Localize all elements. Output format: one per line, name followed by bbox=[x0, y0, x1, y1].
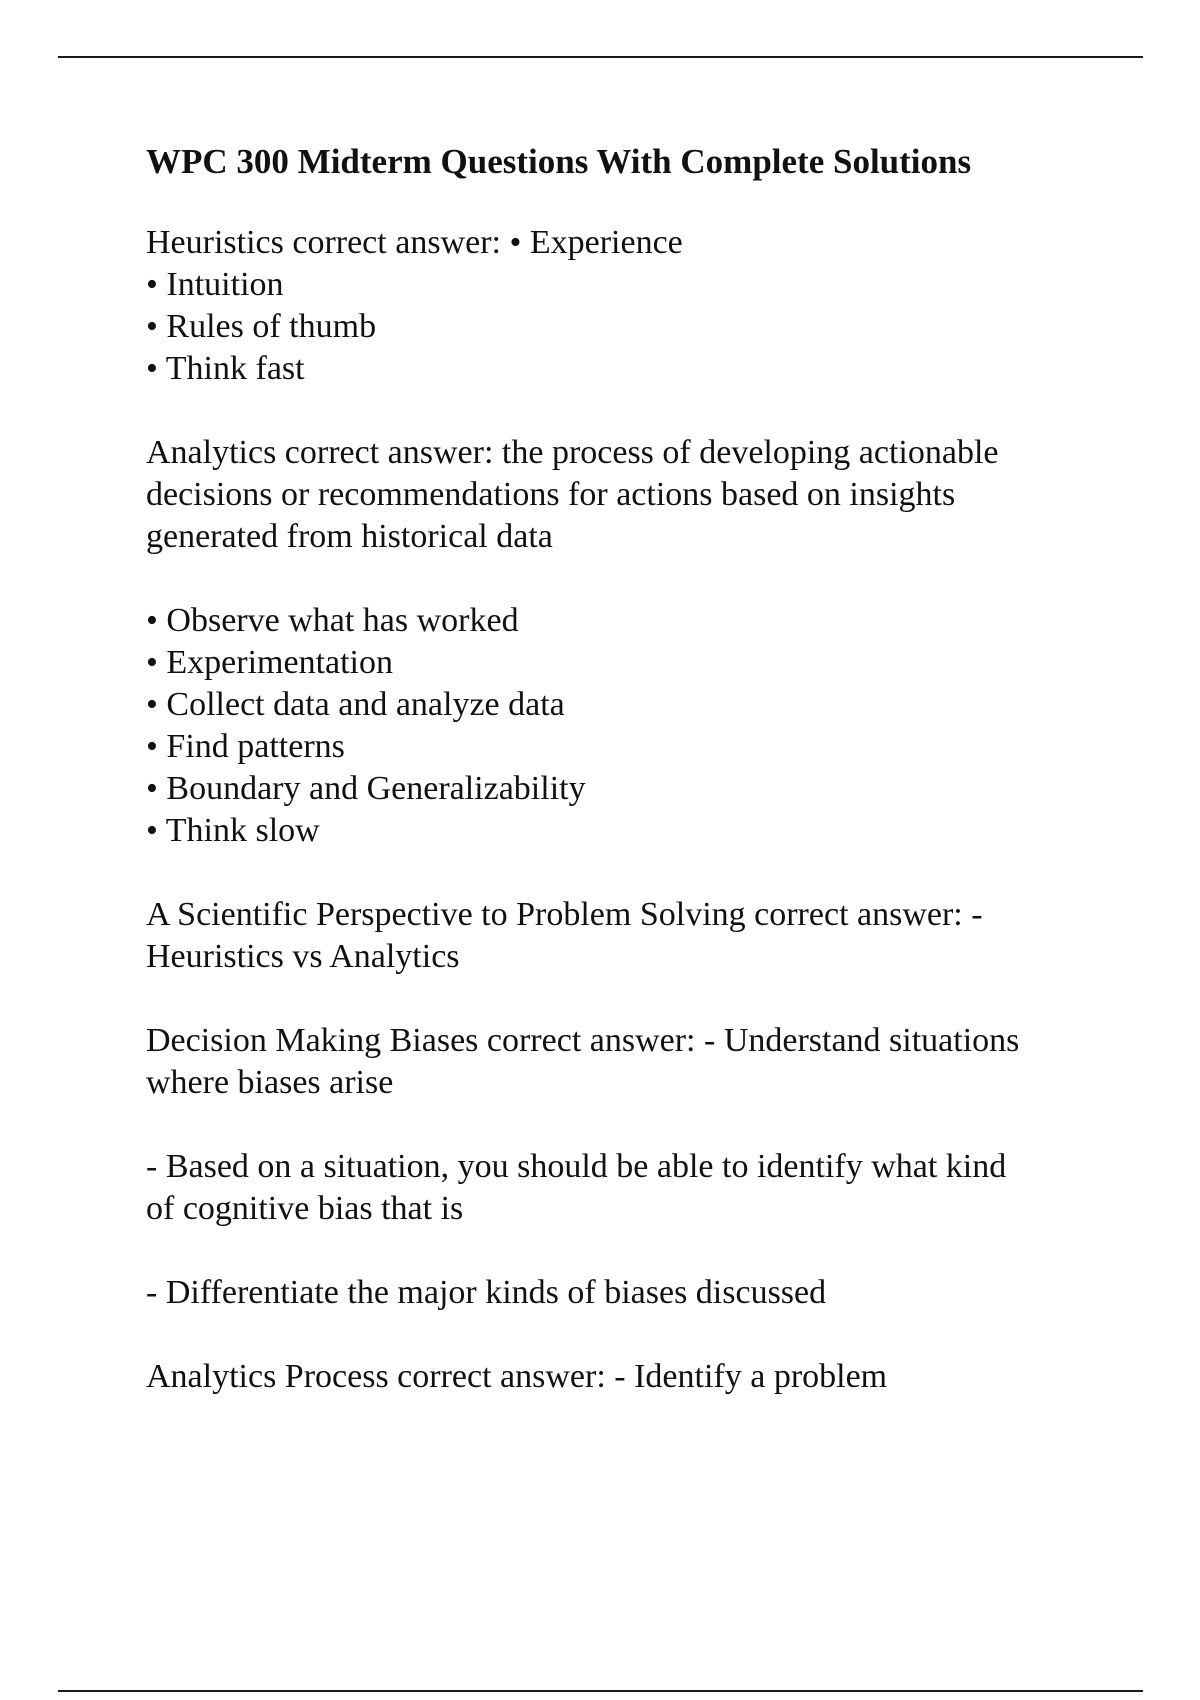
text-line: • Boundary and Generalizability bbox=[146, 770, 586, 807]
text-line: • Collect data and analyze data bbox=[146, 686, 565, 723]
paragraph-gap bbox=[146, 978, 1106, 1020]
text-line: • Intuition bbox=[146, 266, 284, 303]
bottom-divider bbox=[58, 1690, 1143, 1692]
text-line: Heuristics vs Analytics bbox=[146, 938, 460, 975]
text-line: • Find patterns bbox=[146, 728, 345, 765]
text-line: - Based on a situation, you should be able to identify what kind bbox=[146, 1148, 1007, 1185]
text-line: • Observe what has worked bbox=[146, 602, 519, 639]
paragraph-gap bbox=[146, 558, 1106, 600]
text-line: Analytics Process correct answer: - Identify a problem bbox=[146, 1358, 888, 1395]
text-line: generated from historical data bbox=[146, 518, 553, 555]
text-line: where biases arise bbox=[146, 1064, 394, 1101]
document-body bbox=[146, 140, 1106, 1398]
text-line: • Think slow bbox=[146, 812, 320, 849]
text-line: A Scientific Perspective to Problem Solving correct answer: - bbox=[146, 896, 983, 933]
text-line: decisions or recommendations for actions based on insights bbox=[146, 476, 956, 513]
document-title: WPC 300 Midterm Questions With Complete Solutions bbox=[146, 142, 972, 181]
text-line: Heuristics correct answer: • Experience bbox=[146, 224, 683, 261]
paragraph-gap bbox=[146, 390, 1106, 432]
text-line: • Think fast bbox=[146, 350, 305, 387]
paragraph-gap bbox=[146, 1104, 1106, 1146]
paragraph-gap bbox=[146, 1314, 1106, 1356]
text-line: - Differentiate the major kinds of biases discussed bbox=[146, 1274, 827, 1311]
text-line: • Experimentation bbox=[146, 644, 393, 681]
top-divider bbox=[58, 56, 1143, 58]
paragraph-gap bbox=[146, 1230, 1106, 1272]
paragraph-gap bbox=[146, 852, 1106, 894]
text-line: Analytics correct answer: the process of developing actionable bbox=[146, 434, 999, 471]
text-line: Decision Making Biases correct answer: - Understand situations bbox=[146, 1022, 1020, 1059]
text-line: • Rules of thumb bbox=[146, 308, 377, 345]
text-line: of cognitive bias that is bbox=[146, 1190, 464, 1227]
